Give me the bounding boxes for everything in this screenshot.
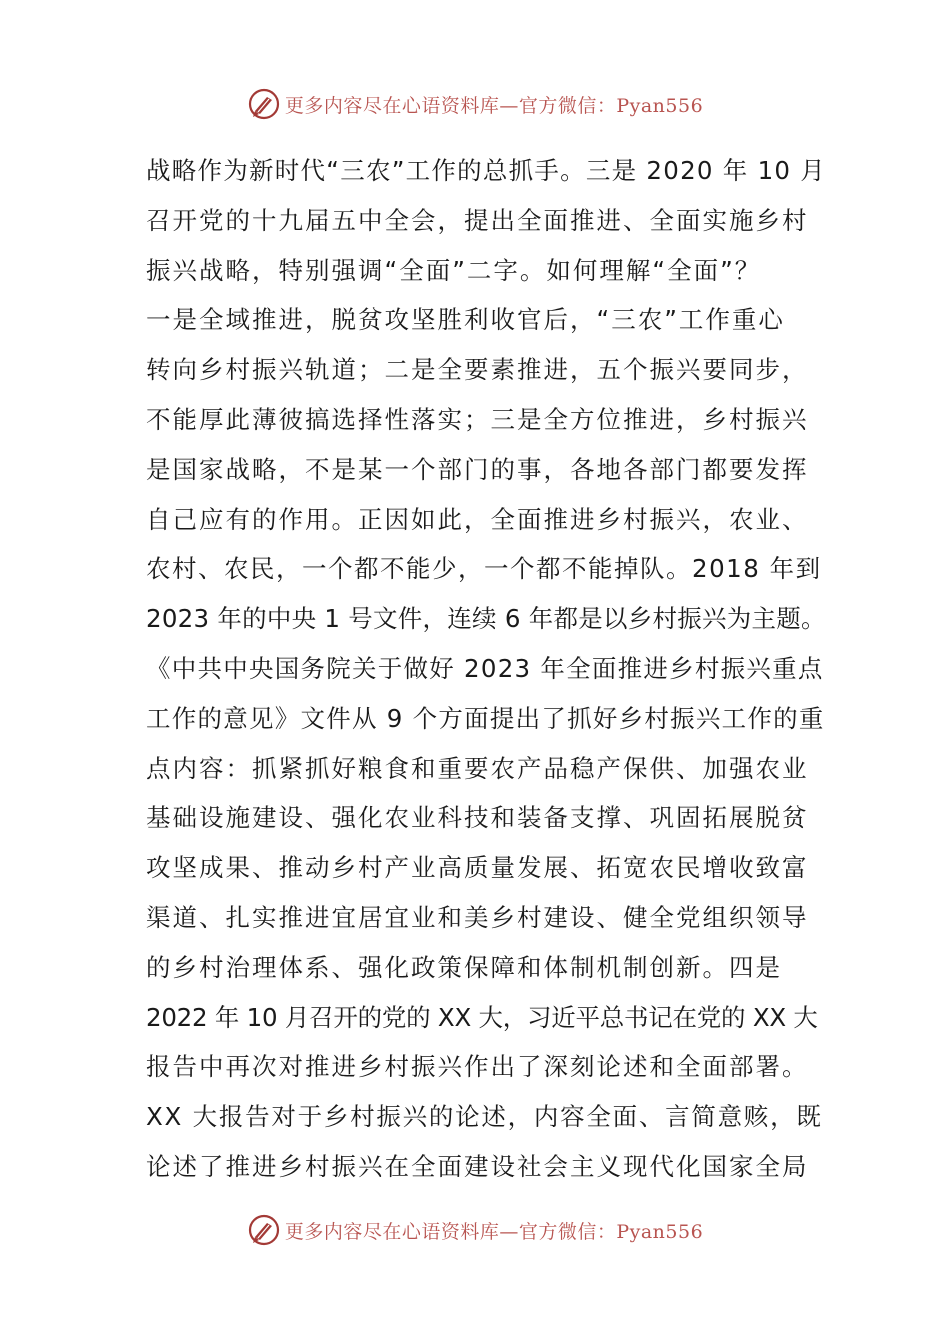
body-line: 农村、农民，一个都不能少，一个都不能掉队。2018 年到 (146, 554, 822, 584)
pen-nib-logo-icon (247, 1213, 281, 1247)
footer-banner-text: 更多内容尽在心语资料库—官方微信：Pyan556 (284, 1220, 704, 1243)
body-line: 《中共中央国务院关于做好 2023 年全面推进乡村振兴重点 (146, 653, 824, 683)
body-line: 是国家战略，不是某一个部门的事，各地各部门都要发挥 (146, 454, 809, 484)
body-line: 渠道、扎实推进宜居宜业和美乡村建设、健全党组织领导 (146, 902, 809, 932)
body-line: 自己应有的作用。正因如此，全面推进乡村振兴，农业、 (146, 504, 809, 534)
document-body (146, 146, 826, 1192)
body-line: 一是全域推进，脱贫攻坚胜利收官后，“三农”工作重心 (146, 305, 785, 335)
header-banner (0, 84, 950, 124)
body-line: 报告中再次对推进乡村振兴作出了深刻论述和全面部署。 (146, 1052, 809, 1082)
body-line: 2023 年的中央 1 号文件，连续 6 年都是以乡村振兴为主题。 (146, 604, 826, 634)
footer-banner (0, 1210, 950, 1250)
body-line: 攻坚成果、推动乡村产业高质量发展、拓宽农民增收致富 (146, 853, 809, 883)
body-line: 点内容：抓紧抓好粮食和重要农产品稳产保供、加强农业 (146, 753, 809, 783)
body-line: 振兴战略，特别强调“全面”二字。如何理解“全面”？ (146, 255, 762, 285)
body-line: 基础设施建设、强化农业科技和装备支撑、巩固拓展脱贫 (146, 803, 809, 833)
body-line: 战略作为新时代“三农”工作的总抓手。三是 2020 年 10 月 (146, 156, 827, 185)
body-line: 不能厚此薄彼搞选择性落实；三是全方位推进，乡村振兴 (146, 404, 809, 434)
body-line: 的乡村治理体系、强化政策保障和体制机制创新。四是 (146, 952, 782, 982)
pen-nib-logo-icon (247, 87, 281, 121)
body-line: 工作的意见》文件从 9 个方面提出了抓好乡村振兴工作的重 (146, 703, 825, 733)
header-banner-text: 更多内容尽在心语资料库—官方微信：Pyan556 (284, 94, 704, 117)
body-line: 论述了推进乡村振兴在全面建设社会主义现代化国家全局 (146, 1151, 809, 1181)
body-line: 召开党的十九届五中全会，提出全面推进、全面实施乡村 (146, 205, 809, 235)
body-line: XX 大报告对于乡村振兴的论述，内容全面、言简意赅，既 (146, 1102, 823, 1132)
body-line: 转向乡村振兴轨道；二是全要素推进，五个振兴要同步， (146, 355, 809, 385)
body-line: 2022 年 10 月召开的党的 XX 大，习近平总书记在党的 XX 大 (146, 1002, 818, 1032)
